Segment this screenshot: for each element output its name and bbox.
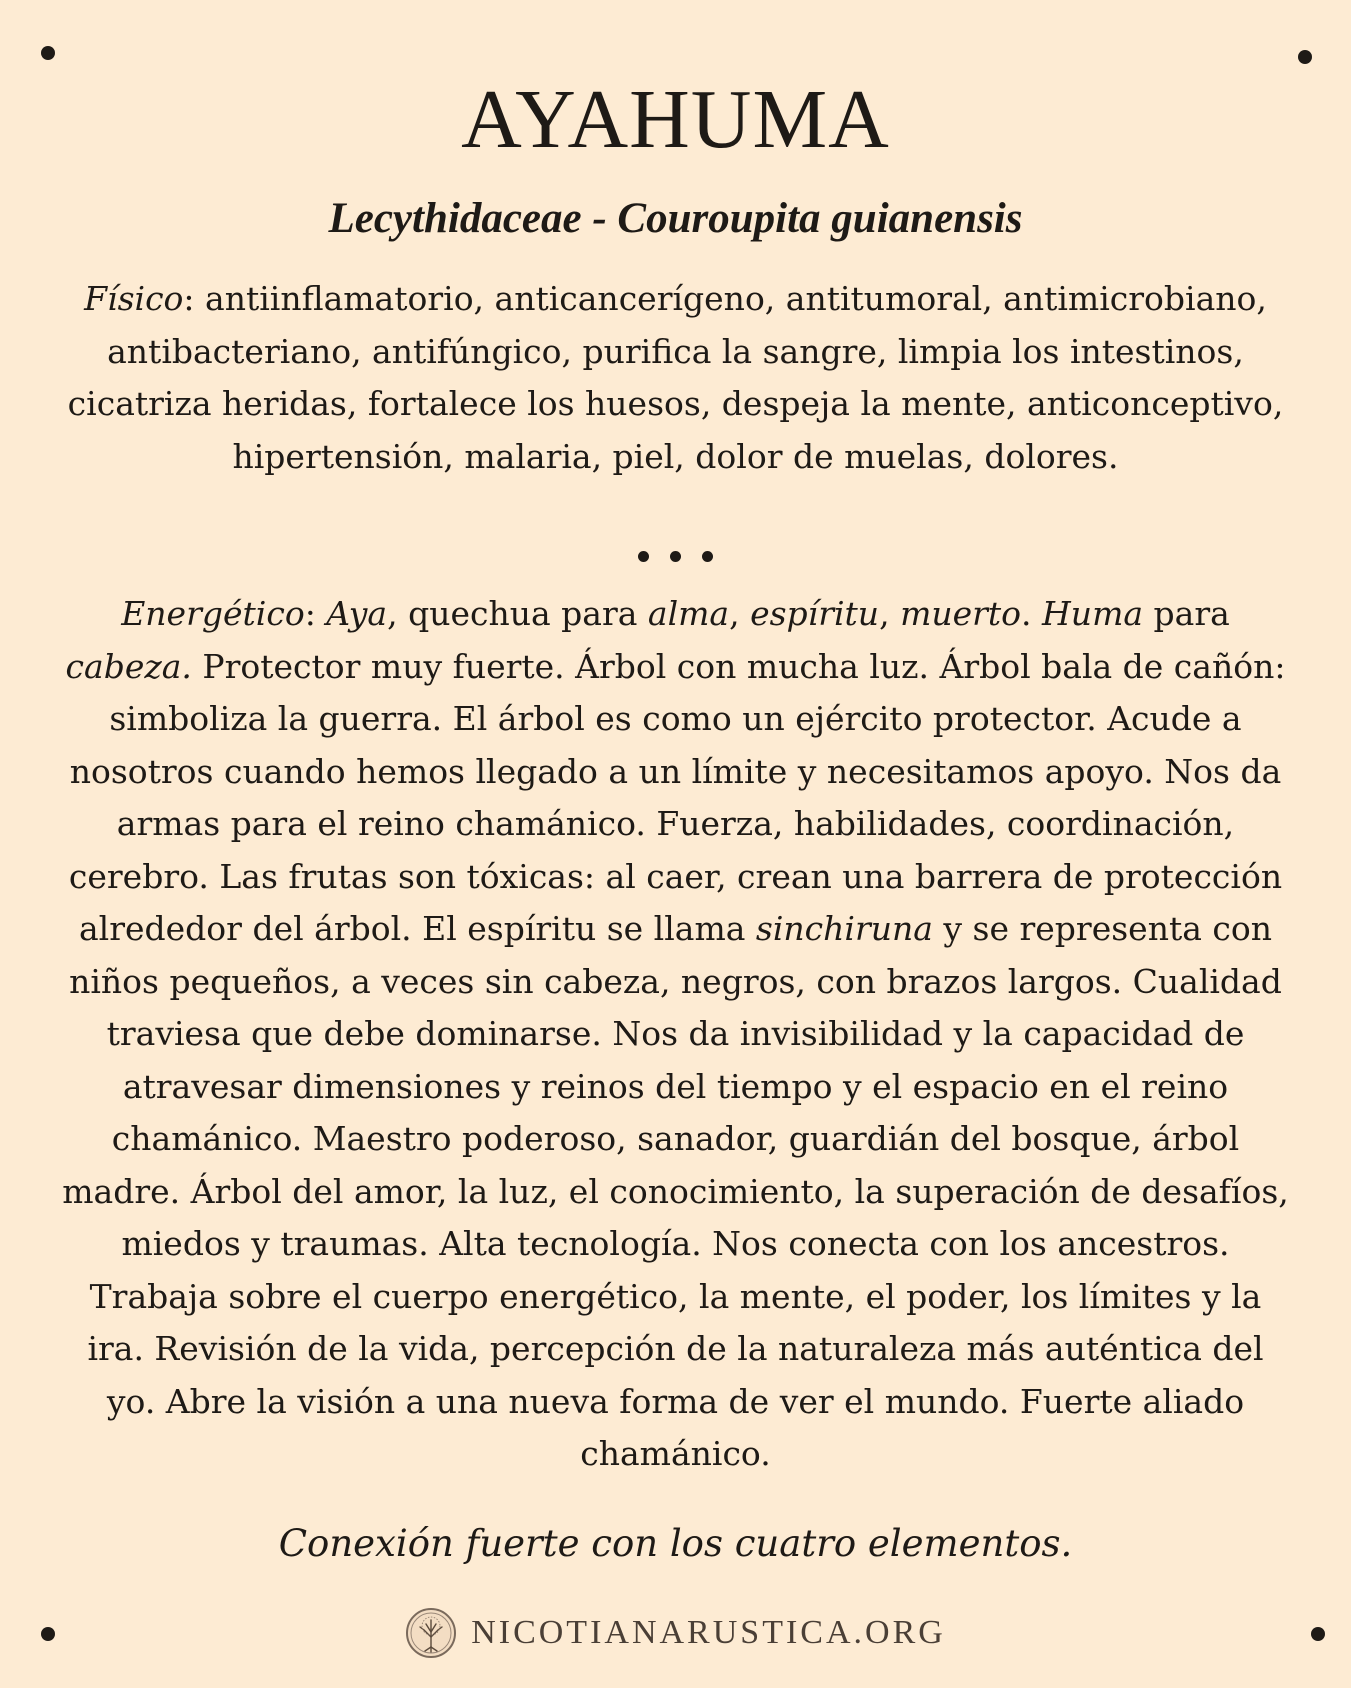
energetico-text: . bbox=[1021, 594, 1043, 633]
tree-logo-icon bbox=[405, 1607, 457, 1659]
section-separator bbox=[0, 548, 1351, 566]
separator-dot bbox=[702, 551, 713, 562]
page-title: AYAHUMA bbox=[461, 73, 890, 166]
footer bbox=[0, 1605, 1351, 1661]
energetico-text: , bbox=[879, 594, 901, 633]
closing-line: Conexión fuerte con los cuatro elementos. bbox=[278, 1522, 1073, 1565]
term-cabeza: cabeza. bbox=[65, 646, 192, 686]
corner-dot-top-left bbox=[41, 46, 55, 60]
term-huma: Huma bbox=[1042, 594, 1144, 633]
separator-dot bbox=[670, 551, 681, 562]
energetico-paragraph bbox=[60, 588, 1291, 1481]
energetico-label: Energético bbox=[121, 594, 305, 633]
energetico-text: , quechua para bbox=[387, 594, 648, 633]
energetico-text: Protector muy fuerte. Árbol con mucha luz. Árbol bala de cañón: simboliza la guerra. El árbol es como un ejército protector. Acude a nosotros cuando hemos llegado a un límite y necesitamos apoyo. Nos da armas para el reino chamánico. Fuerza, habilidades, coordinación, cerebro. Las frutas son tóxicas: al caer, crean una barrera de protección alrededor del árbol. El espíritu se llama bbox=[68, 646, 1286, 948]
energetico-text: y se representa con niños pequeños, a veces sin cabeza, negros, con brazos largos. Cualidad traviesa que debe dominarse. Nos da invisibilidad y la capacidad de atravesar dimensiones y reinos del tiempo y el espacio en el reino chamánico. Maestro poderoso, sanador, guardián del bosque, árbol madre. Árbol del amor, la luz, el conocimiento, la superación de desafíos, miedos y traumas. Alta tecnología. Nos conecta con los ancestros. Trabaja sobre el cuerpo energético, la mente, el poder, los límites y la ira. Revisión de la vida, percepción de la naturaleza más auténtica del yo. Abre la visión a una nueva forma de ver el mundo. Fuerte aliado chamánico. bbox=[62, 909, 1289, 1473]
separator-dot bbox=[638, 551, 649, 562]
energetico-text: , bbox=[729, 594, 751, 633]
term-sinchiruna: sinchiruna bbox=[755, 909, 933, 948]
energetico-text: : bbox=[304, 594, 327, 633]
energetico-text: para bbox=[1143, 594, 1230, 633]
fisico-paragraph bbox=[60, 273, 1291, 483]
term-espiritu: espíritu bbox=[750, 594, 880, 633]
fisico-text: : antiinflamatorio, anticancerígeno, antitumoral, antimicrobiano, antibacteriano, antifúngico, purifica la sangre, limpia los intestinos, cicatriza heridas, fortalece los huesos, despeja la mente, anticonceptivo, hipertensión, malaria, piel, dolor de muelas, dolores. bbox=[67, 279, 1284, 476]
fisico-label: Físico bbox=[84, 279, 184, 318]
term-muerto: muerto bbox=[900, 594, 1022, 633]
website-link[interactable]: NICOTIANARUSTICA.ORG bbox=[471, 1614, 946, 1651]
term-aya: Aya bbox=[326, 594, 388, 633]
corner-dot-top-right bbox=[1298, 50, 1312, 64]
botanical-name: Lecythidaceae - Couroupita guianensis bbox=[328, 195, 1023, 242]
term-alma: alma bbox=[647, 594, 730, 633]
